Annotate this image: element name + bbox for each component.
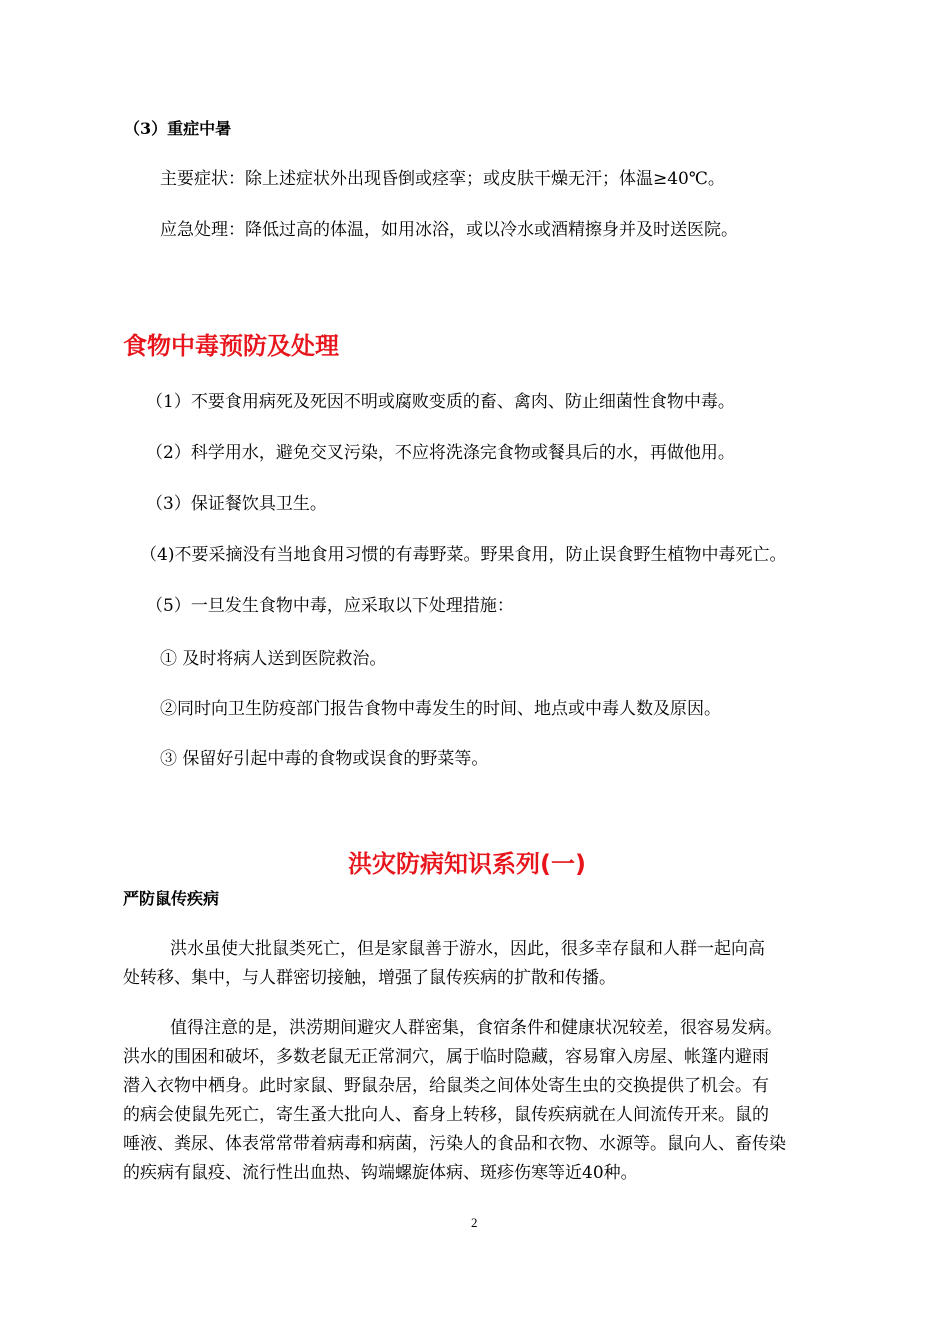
para2-line-5: 唾液、粪尿、体表常常带着病毒和病菌，污染人的食品和衣物、水源等。鼠向人、畜传染 bbox=[123, 1134, 786, 1154]
food-subitem-2: ②同时向卫生防疫部门报告食物中毒发生的时间、地点或中毒人数及原因。 bbox=[160, 699, 721, 719]
para2-line-6: 的疾病有鼠疫、流行性出血热、钩端螺旋体病、斑疹伤寒等近40种。 bbox=[123, 1163, 638, 1183]
food-item-4: （4)不要采摘没有当地食用习惯的有毒野菜。野果食用，防止误食野生植物中毒死亡。 bbox=[140, 545, 787, 565]
food-subitem-3: ③ 保留好引起中毒的食物或误食的野菜等。 bbox=[160, 749, 489, 769]
food-subitem-1: ① 及时将病人送到医院救治。 bbox=[160, 649, 387, 669]
food-item-2: （2）科学用水，避免交叉污染，不应将洗涤完食物或餐具后的水，再做他用。 bbox=[146, 443, 735, 463]
symptoms-text: 主要症状：除上述症状外出现昏倒或痉挛；或皮肤干燥无汗；体温≥40℃。 bbox=[160, 169, 725, 189]
food-poisoning-title: 食物中毒预防及处理 bbox=[123, 332, 339, 360]
para2-line-1: 值得注意的是，洪涝期间避灾人群密集，食宿条件和健康状况较差，很容易发病。 bbox=[170, 1018, 782, 1038]
food-item-1: （1）不要食用病死及死因不明或腐败变质的畜、禽肉、防止细菌性食物中毒。 bbox=[146, 392, 735, 412]
rodent-subheading: 严防鼠传疾病 bbox=[123, 889, 220, 908]
food-item-3: （3）保证餐饮具卫生。 bbox=[146, 494, 327, 514]
para1-line-2: 处转移、集中，与人群密切接触，增强了鼠传疾病的扩散和传播。 bbox=[123, 968, 616, 988]
para2-line-2: 洪水的围困和破坏，多数老鼠无正常洞穴，属于临时隐藏，容易窜入房屋、帐篷内避雨 bbox=[123, 1047, 769, 1067]
treatment-text: 应急处理：降低过高的体温，如用冰浴，或以冷水或酒精擦身并及时送医院。 bbox=[160, 220, 738, 240]
flood-title: 洪灾防病知识系列(一) bbox=[348, 850, 586, 878]
food-item-5: （5）一旦发生食物中毒，应采取以下处理措施： bbox=[146, 596, 514, 616]
para1-line-1: 洪水虽使大批鼠类死亡，但是家鼠善于游水，因此，很多幸存鼠和人群一起向高 bbox=[170, 939, 765, 959]
page-number: 2 bbox=[471, 1215, 478, 1230]
para2-line-3: 潜入衣物中栖身。此时家鼠、野鼠杂居，给鼠类之间体处寄生虫的交换提供了机会。有 bbox=[123, 1076, 769, 1096]
para2-line-4: 的病会使鼠先死亡，寄生蚤大批向人、畜身上转移，鼠传疾病就在人间流传开来。鼠的 bbox=[123, 1105, 769, 1125]
subheading-severe-heatstroke: （3）重症中暑 bbox=[124, 119, 232, 138]
